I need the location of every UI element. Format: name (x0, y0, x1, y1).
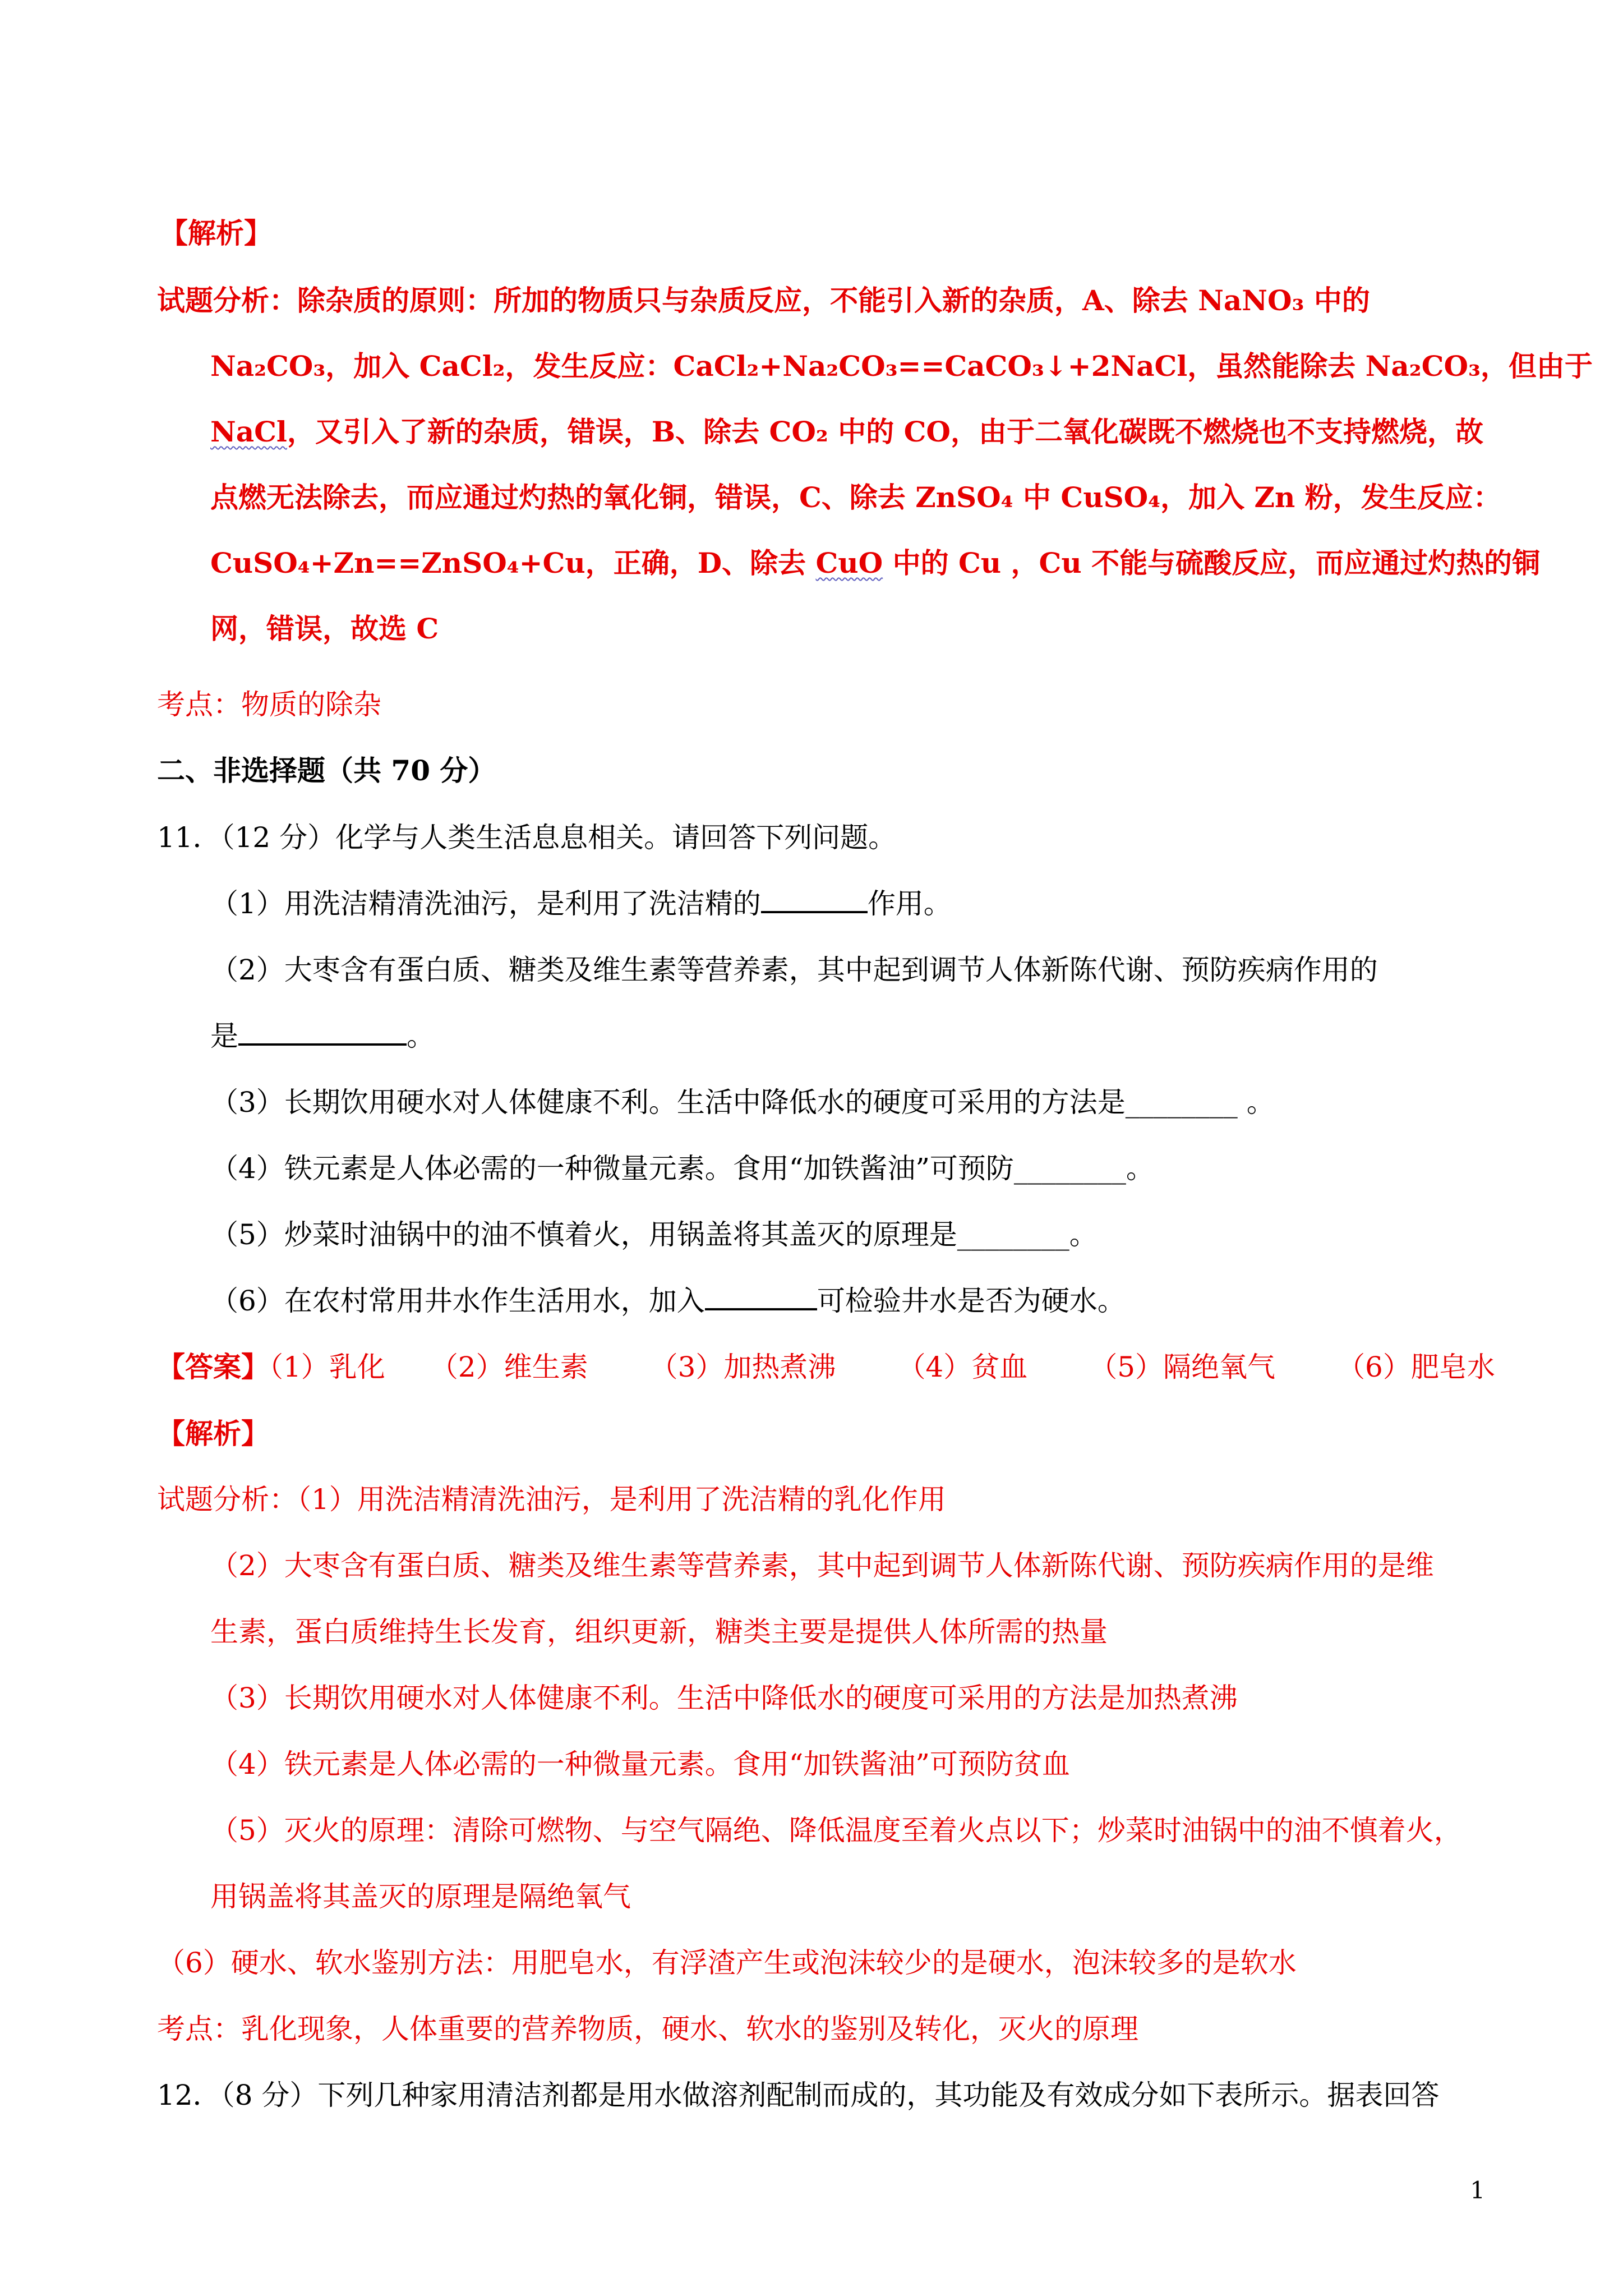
part-text: 。 (407, 1020, 435, 1052)
part-text: （1）用洗洁精清洗油污，是利用了洗洁精的 (210, 887, 761, 920)
analysis-line: 网，错误，故选 C (210, 612, 439, 645)
kaodian-line: 考点：物质的除杂 (157, 688, 381, 721)
analysis-text: ，又引入了新的杂质，错误，B、除去 CO₂ 中的 CO，由于二氧化碳既不燃烧也不支持燃烧，故 (287, 415, 1483, 448)
analysis-text: （1）用洗洁精清洗油污，是利用了洗洁精的乳化作用 (297, 1483, 946, 1516)
analysis-text: CuSO₄+Zn==ZnSO₄+Cu，正确，D、除去 (210, 546, 816, 579)
answer-item: （6）肥皂水 (1337, 1351, 1495, 1383)
analysis-line: （3）长期饮用硬水对人体健康不利。生活中降低水的硬度可采用的方法是加热煮沸 (210, 1682, 1238, 1714)
question-part (210, 1283, 1126, 1318)
part-text: 是 (210, 1020, 238, 1052)
answer-blank[interactable] (705, 1283, 817, 1310)
analysis-line: 用锅盖将其盖灭的原理是隔绝氧气 (210, 1880, 631, 1913)
analysis-line (210, 415, 1483, 449)
analysis-line: （5）灭火的原理：清除可燃物、与空气隔绝、降低温度至着火点以下；炒菜时油锅中的油不慎着火， (210, 1814, 1462, 1847)
section-heading: 二、非选择题（共 70 分） (157, 754, 496, 787)
spell-flagged-word: CuO (815, 546, 883, 579)
answer-label: 【答案】 (157, 1350, 269, 1383)
analysis-line: （2）大枣含有蛋白质、糖类及维生素等营养素，其中起到调节人体新陈代谢、预防疾病作用的是维 (210, 1549, 1434, 1582)
question-part: （2）大枣含有蛋白质、糖类及维生素等营养素，其中起到调节人体新陈代谢、预防疾病作用的 (210, 954, 1378, 986)
spell-flagged-word: NaCl (210, 415, 287, 448)
question-part: （5）炒菜时油锅中的油不慎着火，用锅盖将其盖灭的原理是________。 (210, 1218, 1098, 1251)
part-text: （6）在农村常用井水作生活用水，加入 (210, 1285, 705, 1317)
question-part: （4）铁元素是人体必需的一种微量元素。食用“加铁酱油”可预防________。 (210, 1152, 1154, 1185)
kaodian-line: 考点：乳化现象，人体重要的营养物质，硬水、软水的鉴别及转化，灭火的原理 (157, 2013, 1138, 2045)
answer-item: （2）维生素 (430, 1351, 588, 1383)
part-text: 作用。 (867, 887, 952, 920)
analysis-text: 中的 Cu ，Cu 不能与硫酸反应，而应通过灼热的铜 (883, 546, 1541, 579)
answer-item: （3）加热煮沸 (649, 1351, 836, 1383)
answer-item: （1）乳化 (269, 1351, 385, 1383)
analysis-heading: 【解析】 (160, 217, 272, 250)
question-part (210, 886, 952, 921)
analysis-line (210, 546, 1540, 581)
question-part: （3）长期饮用硬水对人体健康不利。生活中降低水的硬度可采用的方法是________ 。 (210, 1086, 1275, 1119)
question-part (210, 1019, 435, 1053)
part-text: 可检验井水是否为硬水。 (817, 1285, 1126, 1317)
analysis-text: 试题分析： (157, 1483, 297, 1516)
question-stem: 12．（8 分）下列几种家用清洁剂都是用水做溶剂配制而成的，其功能及有效成分如下表所示。据表回答 (157, 2079, 1440, 2111)
analysis-line: （6）硬水、软水鉴别方法：用肥皂水，有浮渣产生或泡沫较少的是硬水，泡沫较多的是软水 (157, 1947, 1297, 1979)
analysis-heading: 【解析】 (157, 1417, 269, 1450)
answer-item: （5）隔绝氧气 (1089, 1351, 1276, 1383)
answer-item: （4）贫血 (897, 1351, 1028, 1383)
analysis-line: 点燃无法除去，而应通过灼热的氧化铜，错误，C、除去 ZnSO₄ 中 CuSO₄，加入 Zn 粉，发生反应： (210, 481, 1501, 514)
page-number: 1 (1470, 2177, 1485, 2204)
analysis-line: 生素，蛋白质维持生长发育，组织更新，糖类主要是提供人体所需的热量 (210, 1616, 1108, 1648)
question-stem: 11．（12 分）化学与人类生活息息相关。请回答下列问题。 (157, 821, 897, 854)
answer-line (157, 1350, 1495, 1384)
answer-blank[interactable] (238, 1019, 407, 1046)
analysis-line (157, 1482, 946, 1517)
answer-blank[interactable] (761, 886, 868, 913)
analysis-line: Na₂CO₃，加入 CaCl₂，发生反应：CaCl₂+Na₂CO₃==CaCO₃↓+2NaCl，虽然能除去 Na₂CO₃，但由于 (210, 349, 1593, 383)
analysis-line: （4）铁元素是人体必需的一种微量元素。食用“加铁酱油”可预防贫血 (210, 1748, 1070, 1780)
analysis-line: 试题分析：除杂质的原则：所加的物质只与杂质反应，不能引入新的杂质，A、除去 NaNO₃ 中的 (157, 284, 1370, 317)
